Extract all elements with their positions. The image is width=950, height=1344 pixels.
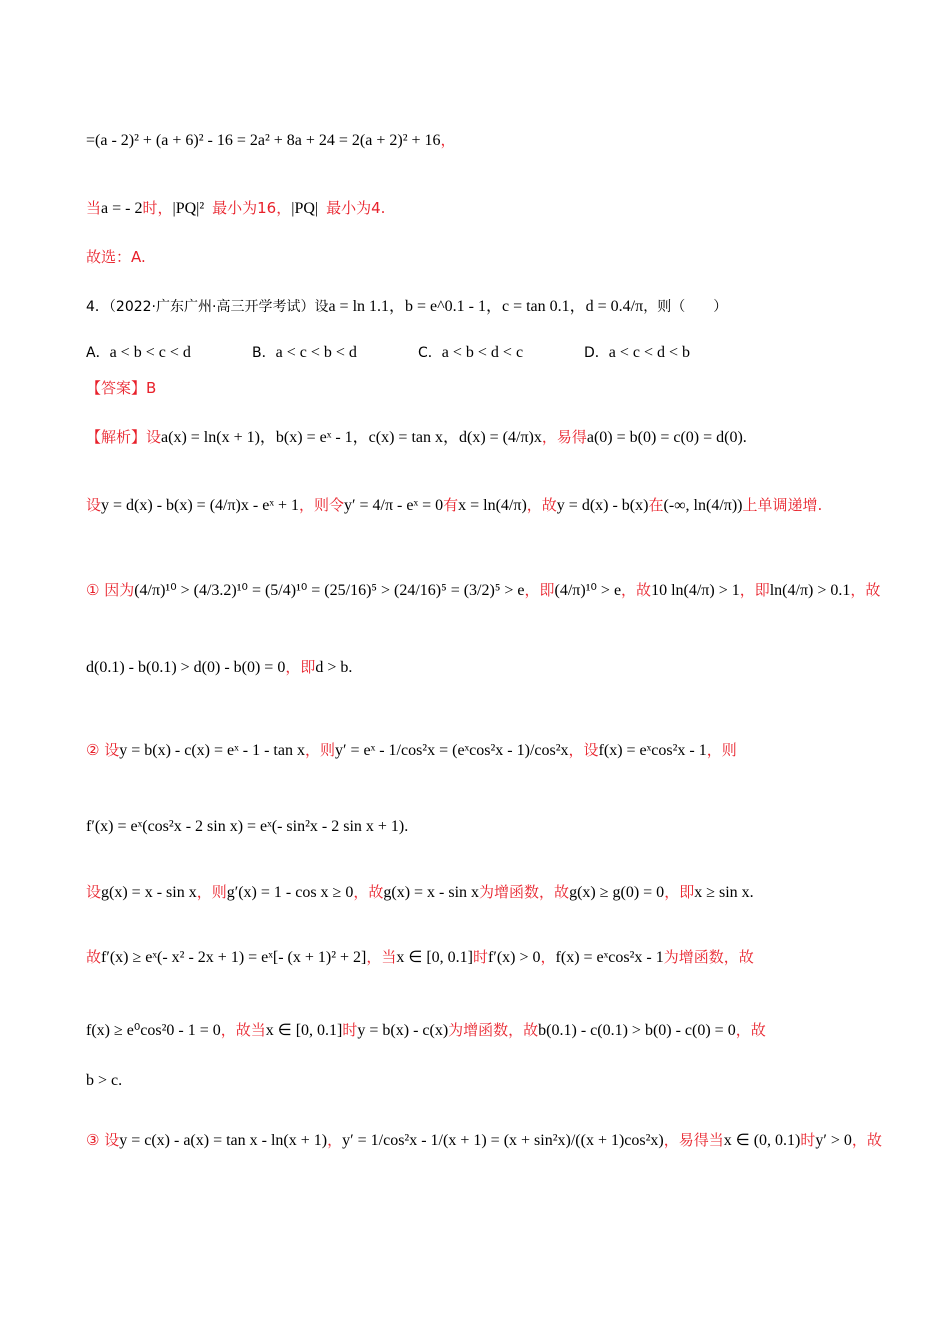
text: 最小为16， xyxy=(212,199,292,217)
text: ，即 xyxy=(524,581,555,599)
text: . xyxy=(118,1072,123,1089)
math-expression: |PQ| xyxy=(291,200,319,217)
text: . xyxy=(348,659,353,676)
text: ，则 xyxy=(196,883,227,901)
text: ，易得当 xyxy=(663,1131,724,1149)
text: ， xyxy=(440,131,456,149)
text: ，故 xyxy=(353,883,384,901)
option-b: B．a < c < b < d xyxy=(252,344,357,361)
analysis-conclusion-b-gt-c xyxy=(86,1068,866,1093)
text: . xyxy=(749,884,754,901)
options-row xyxy=(86,340,866,365)
math-expression: a(x) = ln(x + 1)，b(x) = eˣ - 1，c(x) = tan x，d(x) = (4/π)x xyxy=(161,429,542,446)
math-expression: x ∈ (0, 0.1) xyxy=(723,1132,801,1149)
math-expression: a(0) = b(0) = c(0) = d(0) xyxy=(586,429,743,446)
text: 时 xyxy=(800,1131,816,1149)
math-expression: y = d(x) - b(x) = (4/π)x - eˣ + 1 xyxy=(101,497,299,514)
text: ，故 xyxy=(735,1021,766,1039)
math-expression: x = ln(4/π) xyxy=(458,497,527,514)
math-expression: y = c(x) - a(x) = tan x - ln(x + 1) xyxy=(119,1132,328,1149)
text: 在 xyxy=(648,496,664,514)
math-expression: f′(x) = eˣ(cos²x - 2 sin x) = eˣ(- sin²x - 2 sin x + 1) xyxy=(86,818,405,835)
math-expression: b(0.1) - c(0.1) > b(0) - c(0) = 0 xyxy=(538,1022,736,1039)
text: ① 因为 xyxy=(86,581,135,599)
text: 最小为4. xyxy=(326,199,386,217)
text: ， xyxy=(327,1131,343,1149)
math-expression: a = ln 1.1，b = e^0.1 - 1，c = tan 0.1，d = 0.4/π xyxy=(328,298,644,315)
question-4 xyxy=(86,294,866,319)
math-expression: g(x) ≥ g(0) = 0 xyxy=(569,884,665,901)
text: 设 xyxy=(86,883,102,901)
math-expression: y′ = 1/cos²x - 1/(x + 1) = (x + sin²x)/((x + 1)cos²x) xyxy=(342,1132,664,1149)
math-expression: x ∈ [0, 0.1] xyxy=(265,1022,343,1039)
math-expression: x ≥ sin x xyxy=(694,884,750,901)
text: ，易得 xyxy=(541,428,587,446)
math-expression: y = b(x) - c(x) = eˣ - 1 - tan x xyxy=(119,742,305,759)
text: ，故 xyxy=(851,1131,882,1149)
math-expression: |PQ|² xyxy=(172,200,205,217)
math-expression: (4/π)¹⁰ > (4/3.2)¹⁰ = (5/4)¹⁰ = (25/16)⁵ > (24/16)⁵ = (3/2)⁵ > e xyxy=(134,582,525,599)
math-expression: f′(x) ≥ eˣ(- x² - 2x + 1) = eˣ[- (x + 1)² + 2] xyxy=(101,949,367,966)
text: 上单调递增. xyxy=(742,496,823,514)
answer-text: 【答案】B xyxy=(86,379,157,397)
math-expression: ln(4/π) > 0.1 xyxy=(769,582,851,599)
analysis-line-1 xyxy=(86,425,866,450)
text: ，故当 xyxy=(220,1021,266,1039)
text: ，则 xyxy=(706,741,737,759)
math-expression: a = - 2 xyxy=(101,200,143,217)
text: ，设 xyxy=(568,741,599,759)
math-expression: y′ > 0 xyxy=(815,1132,852,1149)
math-expression: y = d(x) - b(x) xyxy=(556,497,649,514)
text: ，故 xyxy=(850,581,881,599)
math-expression: 10 ln(4/π) > 1 xyxy=(651,582,740,599)
math-expression: g(x) = x - sin x xyxy=(101,884,197,901)
analysis-line-d-gt-b xyxy=(86,655,866,680)
text: ，即 xyxy=(664,883,695,901)
text: 设 xyxy=(86,496,102,514)
text: ，则令 xyxy=(298,496,344,514)
text: 时， xyxy=(142,199,173,217)
analysis-derivative xyxy=(86,814,866,839)
text: ，则（ ） xyxy=(643,299,728,315)
analysis-step-2 xyxy=(86,738,866,763)
text: ，即 xyxy=(739,581,770,599)
line-min-pq xyxy=(86,196,866,221)
analysis-label: 【解析】设 xyxy=(86,428,162,446)
text: 时 xyxy=(342,1021,358,1039)
math-expression: y = b(x) - c(x) xyxy=(357,1022,449,1039)
math-expression: g(x) = x - sin x xyxy=(383,884,480,901)
analysis-g-function xyxy=(86,880,866,905)
analysis-step-3 xyxy=(86,1128,882,1153)
math-expression: f(x) = eˣcos²x - 1 xyxy=(555,949,664,966)
text: ，故 xyxy=(621,581,652,599)
text: 有 xyxy=(443,496,459,514)
math-expression: x ∈ [0, 0.1] xyxy=(396,949,473,966)
text: 时 xyxy=(472,948,488,966)
math-expression: f(x) = eˣcos²x - 1 xyxy=(598,742,707,759)
math-expression: y′ = eˣ - 1/cos²x = (eˣcos²x - 1)/cos²x xyxy=(334,742,569,759)
text: ， xyxy=(540,948,556,966)
math-expression: f′(x) > 0 xyxy=(488,949,541,966)
line-expansion xyxy=(86,128,866,153)
text: . xyxy=(404,818,409,835)
text: 为增函数，故 xyxy=(479,883,570,901)
math-expression: d > b xyxy=(315,659,349,676)
text: ，故 xyxy=(526,496,557,514)
text: 为增函数，故 xyxy=(663,948,754,966)
analysis-b-gt-c xyxy=(86,1018,866,1043)
answer-line xyxy=(86,376,866,400)
option-c: C．a < b < d < c xyxy=(418,344,524,361)
analysis-line-2 xyxy=(86,493,866,518)
text: . xyxy=(742,429,747,446)
text: ③ 设 xyxy=(86,1131,120,1149)
math-expression: d(0.1) - b(0.1) > d(0) - b(0) = 0 xyxy=(86,659,286,676)
text: 为增函数，故 xyxy=(448,1021,539,1039)
question-number: 4． xyxy=(86,299,109,315)
math-expression: f(x) ≥ e⁰cos²0 - 1 = 0 xyxy=(86,1022,221,1039)
math-expression: =(a - 2)² + (a + 6)² - 16 = 2a² + 8a + 24 = 2(a + 2)² + 16 xyxy=(86,132,441,149)
analysis-f-increasing xyxy=(86,945,866,970)
option-d: D．a < c < d < b xyxy=(584,344,691,361)
text: 故 xyxy=(86,948,102,966)
analysis-step-1 xyxy=(86,578,881,603)
math-expression: (4/π)¹⁰ > e xyxy=(554,582,622,599)
text: ，则 xyxy=(304,741,335,759)
text: ② 设 xyxy=(86,741,120,759)
question-source: （2022·广东广州·高三开学考试）设 xyxy=(108,299,329,315)
math-expression: b > c xyxy=(86,1072,119,1089)
math-expression: (-∞, ln(4/π)) xyxy=(663,497,743,514)
math-expression: g′(x) = 1 - cos x ≥ 0 xyxy=(226,884,354,901)
text: 当 xyxy=(86,199,102,217)
text: ，即 xyxy=(285,658,316,676)
text: ，当 xyxy=(366,948,397,966)
line-choice xyxy=(86,245,866,269)
option-a: A．a < b < c < d xyxy=(86,344,191,361)
math-expression: y′ = 4/π - eˣ = 0 xyxy=(343,497,444,514)
choice-text: 故选：A. xyxy=(86,248,146,266)
